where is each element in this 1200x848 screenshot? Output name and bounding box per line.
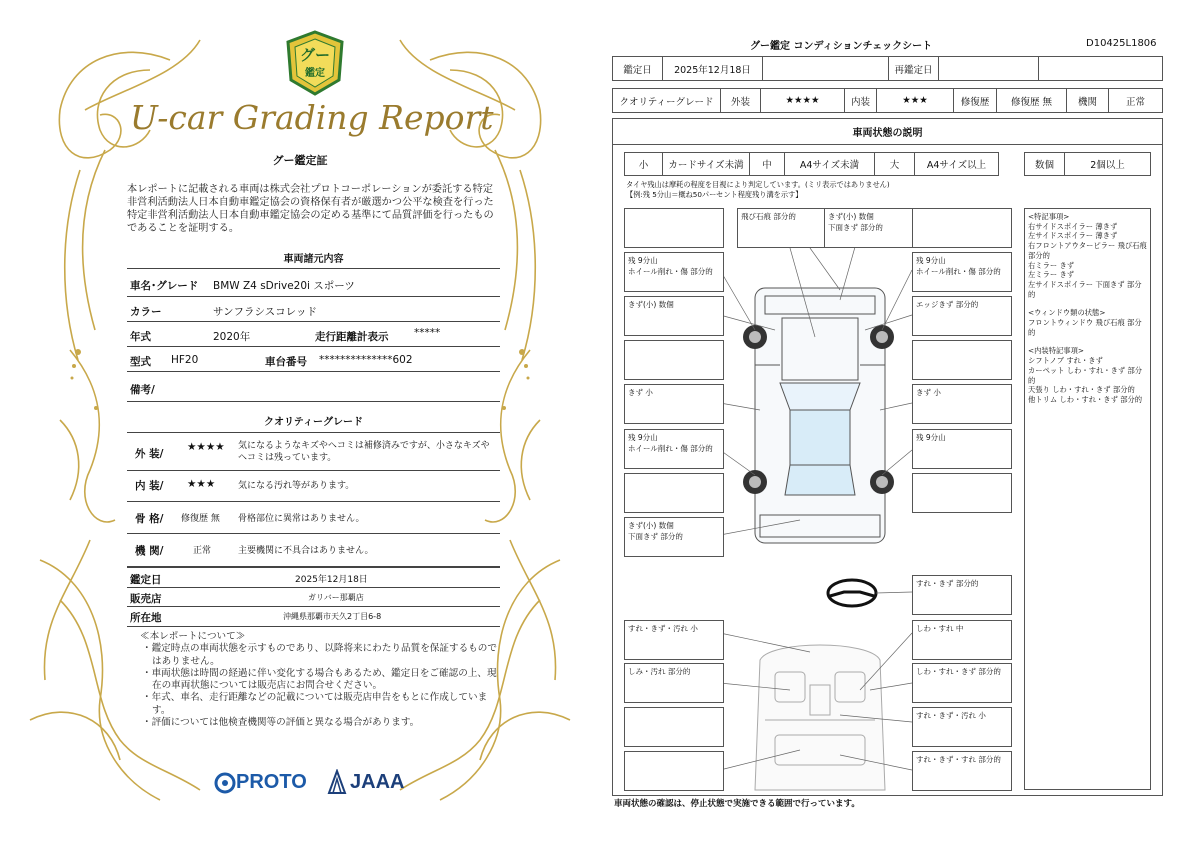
notes-title: ≪本レポートについて≫ [140,631,246,642]
chassis-value: **************602 [319,354,413,366]
jaaa-brand: JAAA [350,771,405,793]
mileage-label: 走行距離計表示 [315,331,389,343]
grade-row-interior [127,471,500,502]
certificate-title: U-car Grading Report [130,98,494,137]
cabin-area [790,410,850,465]
vehicle-state-heading: 車両状態の説明 [612,118,1163,145]
callout-box [912,473,1012,513]
address-label: 所在地 [130,612,162,624]
shop-value: ガリバー那覇店 [308,593,364,602]
mileage-value: ***** [414,327,441,339]
callout-seat-left: すれ・きず・汚れ 小 [624,620,724,660]
steering-wheel-icon [828,580,876,606]
model-value: HF20 [171,354,199,366]
legend-count-desc: 2個以上 [1090,160,1125,171]
interior-label: 内 装/ [135,480,164,492]
ext-label: 外装 [721,89,761,112]
date-row [127,567,500,588]
shop-row [127,588,500,607]
interior-text: 気になる汚れ等があります。 [238,481,355,491]
engine-text: 主要機関に不具合はありません。 [238,546,374,556]
callout-rub-right: すれ・きず・汚れ 小 [912,707,1012,747]
chassis-label: 車台番号 [265,356,307,368]
legend-small-desc: カードサイズ未満 [663,153,750,175]
legend-small: 小 [625,153,663,175]
color-label: カラー [130,306,162,318]
notes-heading: <特記事項> [1028,212,1070,221]
proto-logo-icon [214,772,236,794]
remarks-label: 備考/ [130,384,155,396]
callout-edge-right: エッジきず 部分的 [912,296,1012,336]
sheet-date-value: 2025年12月18日 [663,57,763,80]
spec-row-name [127,268,500,297]
callout-small-left: きず 小 [624,384,724,424]
legend-large: 大 [875,153,915,175]
spec-row-color [127,297,500,322]
ext-value: ★★★★ [761,89,845,112]
callout-tire-front-left: 残 9分山 ホイール削れ・傷 部分的 [624,252,724,292]
callout-box [624,208,724,248]
spec-heading: 車両諸元内容 [283,254,344,265]
callout-rub-right-2: すれ・きず・すれ 部分的 [912,751,1012,791]
logo-top-text: グー [299,46,331,64]
legend-medium-desc: A4サイズ未満 [785,153,875,175]
model-label: 型式 [130,356,151,368]
spec-row-year [127,322,500,347]
proto-brand: PROTO [236,771,307,793]
quality-grade-label: クオリティーグレード [613,89,721,112]
shop-label: 販売店 [130,593,162,605]
tire-note-line-1: タイヤ残山は摩耗の程度を目視により判定しています。(ミリ表示ではありません) [626,180,890,189]
date-label: 鑑定日 [130,574,162,586]
callout-small-right: きず 小 [912,384,1012,424]
certificate-statement: 本レポートに記載される車両は株式会社プロトコーポレーションが委託する特定非営利活動法人日本自動車鑑定協会の資格保有者が厳選かつ公平な検査を行った特定非営利活動法人日本自動車鑑定協会の定める基準にて品質評価を行ったものであることを証明する。 [127,184,494,234]
callout-rear-left: きず(小) 数個 下面きず 部分的 [624,517,724,557]
callout-tire-rear-right: 残 9分山 [912,429,1012,469]
color-value: サンフラシスコレッド [213,306,318,318]
callout-tire-rear-left: 残 9分山 ホイール削れ・傷 部分的 [624,429,724,469]
exterior-label: 外 装/ [135,448,164,460]
goo-kantei-logo [285,30,345,96]
legend-medium: 中 [750,153,785,175]
note-item: ・車両状態は時間の経過に伴い変化する場合もあるため、鑑定日をご確認の上、現在の車両状態については販売店にお問合せください。 [142,667,497,692]
recheck-label: 再鑑定日 [889,57,939,80]
tire-note-line-2: 【例:残 5分山＝概ね50パーセント程度残り溝を示す】 [626,189,803,199]
exterior-stars: ★★★★ [187,441,225,453]
callout-wrinkle-right: しわ・すれ 中 [912,620,1012,660]
frame-label: 骨 格/ [135,513,164,525]
sheet-date-label: 鑑定日 [613,57,663,80]
condition-sheet-page [600,0,1200,848]
spec-row-model [127,347,500,372]
spec-row-remarks [127,372,500,402]
date-value: 2025年12月18日 [295,575,368,585]
note-item: ・鑑定時点の車両状態を示すものであり、以降将来にわたり品質を保証するものではありません。 [142,643,497,667]
callout-box [912,208,1012,248]
frame-value: 修復歴 無 [181,514,220,524]
legend-count: 数個 [1025,153,1065,175]
callout-stone-chip: 飛び石痕 部分的 [737,208,837,248]
repair-label: 修復歴 [954,89,997,112]
int-label: 内装 [845,89,877,112]
address-value: 沖縄県那覇市天久2丁目6-8 [283,612,382,621]
grade-row-engine [127,534,500,567]
jaaa-logo-icon [327,769,347,795]
repair-value: 修復歴 無 [997,89,1067,112]
engine-value: 正常 [1125,96,1145,108]
callout-stain-left: しみ・汚れ 部分的 [624,663,724,703]
grade-row-exterior [127,432,500,471]
callout-box [912,340,1012,380]
logo-bottom-text: 鑑定 [305,68,325,79]
engine-label: 機関 [1067,89,1109,112]
callout-box [624,751,724,791]
sheet-id: D10425L1806 [1086,38,1157,49]
year-label: 年式 [130,331,151,343]
interior-notes-heading: <内装特記事項> [1028,346,1085,356]
callout-steering: すれ・きず 部分的 [912,575,1012,615]
callout-box [624,473,724,513]
sheet-footnote: 車両状態の確認は、停止状態で実施できる範囲で行っています。 [614,799,860,809]
address-row [127,607,500,627]
special-notes-panel: <特記事項> 右サイドスポイラー 薄きず 左サイドスポイラー 薄きず 右フロントアウターピラー 飛び石痕 部分的 右ミラー きず 左ミラー きず 左サイドスポイラー 下面きず 部分的 <ウィンドウ類の状態> フロントウィンドウ 飛び石痕 部分的 <内装特記事項> シフトノブ すれ・きず カーペット しわ・すれ・きず 部分的 天張り しわ・すれ・きず 部分的 他トリム しわ・すれ・きず 部分的 [1024,208,1151,790]
engine-label: 機 関/ [135,545,164,557]
report-notes [140,631,500,729]
grade-row-frame [127,502,500,534]
sheet-title: グー鑑定 コンディションチェックシート [750,41,933,52]
rear-window [785,465,855,495]
callout-wrinkle-right-2: しわ・すれ・きず 部分的 [912,663,1012,703]
certificate-heading: グー鑑定証 [272,154,328,167]
int-value: ★★★ [877,89,954,112]
window-notes-heading: <ウィンドウ類の状態> [1028,308,1106,318]
callout-scratch-left: きず(小) 数個 [624,296,724,336]
engine-value: 正常 [193,546,212,556]
callout-tire-front-right: 残 9分山 ホイール削れ・傷 部分的 [912,252,1012,292]
note-item: ・評価については他検査機関等の評価と異なる場合があります。 [142,717,420,729]
name-value: BMW Z4 sDrive20i スポーツ [213,280,355,292]
name-label: 車名･グレード [130,280,199,292]
quality-heading: クオリティーグレード [264,417,363,428]
callout-box [624,707,724,747]
interior-stars: ★★★ [187,478,216,490]
windshield [780,383,860,410]
callout-top-right: きず(小) 数個 下面きず 部分的 [824,208,924,248]
callout-box [624,340,724,380]
year-value: 2020年 [213,331,251,343]
frame-text: 骨格部位に異常はありません。 [238,514,365,524]
note-item: ・年式、車名、走行距離などの記載については販売店申告をもとに作成しています。 [142,692,488,716]
exterior-text: 気になるようなキズやヘコミは補修済みですが、小さなキズやヘコミは残っています。 [238,441,490,463]
legend-large-desc: A4サイズ以上 [926,160,987,171]
